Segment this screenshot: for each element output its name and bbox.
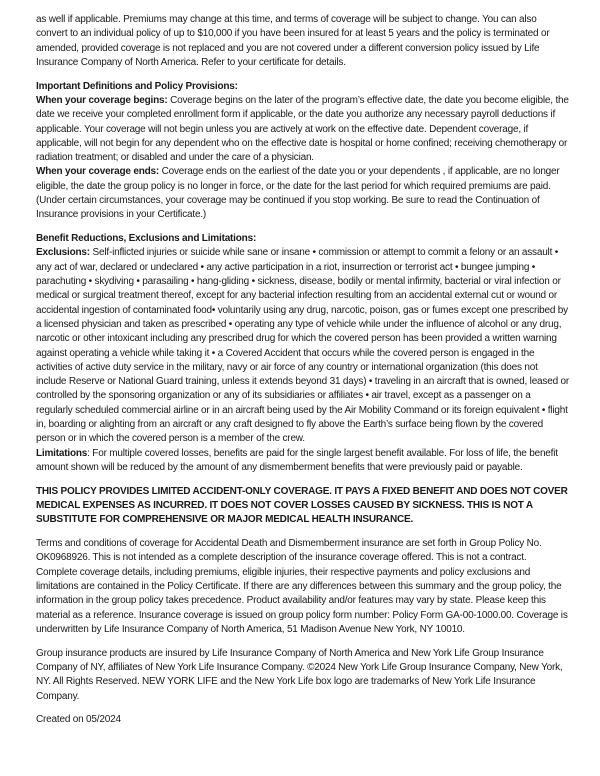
exclusions-label: Exclusions: [36, 247, 90, 259]
created-date: Created on 05/2024 [36, 714, 121, 726]
exclusions-text: Self-inflicted injuries or suicide while sane or insane • commission or attempt to commit a felony or an assault • any act of war, declared or undeclared • any active participation in a riot, insurrection or terrorist act • bungee jumping • parachuting • skydiving • parasailing • hang-gliding • sickness, disease, bodily or mental infirmity, bacterial or viral infection or medical or surgical treatment thereof, except for any bacterial infection resulting from an accidental external cut or wound or accidental ingestion of contaminated food• voluntarily using any drug, narcotic, poison, gas or fumes except one prescribed by a licensed physician and taken as prescribed • operating any type of vehicle while under the influence of alcohol or any drug, narcotic or other intoxicant including any prescribed drug for which the covered person has been provided a written warning against operating a vehicle while taking it • a Covered Accident that occurs while the covered person is engaged in the activities of active duty service in the military, navy or air force of any country or international organization (this does not include Reserve or National Guard training, unless it extends beyond 31 days) • traveling in an aircraft that is owned, leased or controlled by the sponsoring organization or any of its subsidiaries or affiliates • air travel, except as a passenger on a regularly scheduled commercial airline or in an aircraft being used by the Air Mobility Command or its foreign equivalent • flight in, boarding or alighting from an aircraft or any craft designed to fly above the Earth’s surface being flown by the covered person or in which the covered person is a member of the crew. [36, 247, 570, 445]
coverage-begins-text: Coverage begins on the later of the program’s effective date, the date you become eligible, the date we receive your completed enrollment form if applicable, or the date you authorize any necessary payroll deductions if applicable. Your coverage will not begin unless you are actively at work on the effective date. Dependent coverage, if applicable, will not begin for any dependent who on the effective date is hospital or home confined; receiving chemotherapy or radiation treatment; or disabled and under the care of a physician. [36, 94, 569, 164]
coverage-begins-paragraph [36, 94, 569, 165]
limitations-label: Limitations [36, 447, 88, 459]
limitations-paragraph [36, 447, 569, 476]
coverage-ends-label: When your coverage ends: [36, 166, 160, 178]
benefit-reductions-section [36, 232, 569, 475]
limitations-text: : For multiple covered losses, benefits are paid for the single largest benefit available. For loss of life, the benefit amount shown will be reduced by the amount of any dismemberment benefits that were previously paid or payable. [36, 447, 558, 473]
limited-coverage-notice: THIS POLICY PROVIDES LIMITED ACCIDENT-ONLY COVERAGE. IT PAYS A FIXED BENEFIT AND DOES NOT COVER MEDICAL EXPENSES AS INCURRED. IT DOES NOT COVER LOSSES CAUSED BY SICKNESS. THIS IS NOT A SUBSTITUTE FOR COMPREHENSIVE OR MAJOR MEDICAL HEALTH INSURANCE. [36, 485, 568, 526]
terms-paragraph: Terms and conditions of coverage for Accidental Death and Dismemberment insurance are set forth in Group Policy No. OK0968926. This is not intended as a complete description of the insurance coverage offered. This is not a contract. Complete coverage details, including premiums, eligible injuries, their respective payments and policy exclusions and limitations are contained in the Policy Certificate. If there are any differences between this summary and the group policy, the information in the group policy takes precedence. Product availability and/or features may vary by state. Please keep this material as a reference. Insurance coverage is issued on group policy form number: Policy Form GA-00-1000.00. Coverage is underwritten by Life Insurance Company of North America, 51 Madison Avenue New York, NY 10010. [36, 538, 568, 635]
coverage-begins-label: When your coverage begins: [36, 94, 168, 106]
benefit-reductions-heading: Benefit Reductions, Exclusions and Limitations: [36, 233, 257, 245]
coverage-ends-text: Coverage ends on the earliest of the date you or your dependents , if applicable, are no longer eligible, the date the group policy is no longer in force, or the date for the last period for which required premiums are paid. (Under certain circumstances, your coverage may be continued if you stop working. Be sure to read the Continuation of Insurance provisions in your Certificate.) [36, 166, 560, 221]
legal-paragraph: Group insurance products are insured by Life Insurance Company of North America and New York Life Group Insurance Company of NY, affiliates of New York Life Insurance Company. ©2024 New York Life Group Insurance Company, New York, NY. All Rights Reserved. NEW YORK LIFE and the New York Life box logo are trademarks of New York Life Insurance Company. [36, 647, 563, 702]
exclusions-paragraph [36, 246, 569, 446]
definitions-heading: Important Definitions and Policy Provisions: [36, 80, 238, 92]
coverage-ends-paragraph [36, 165, 569, 222]
definitions-section [36, 80, 569, 223]
conversion-paragraph: as well if applicable. Premiums may change at this time, and terms of coverage will be subject to change. You can also convert to an individual policy of up to $10,000 if you have been insured for at least 5 years and the policy is terminated or amended, provided coverage is not replaced and you are not covered under a different conversion policy issued by Life Insurance Company of North America. Refer to your certificate for details. [36, 14, 550, 68]
